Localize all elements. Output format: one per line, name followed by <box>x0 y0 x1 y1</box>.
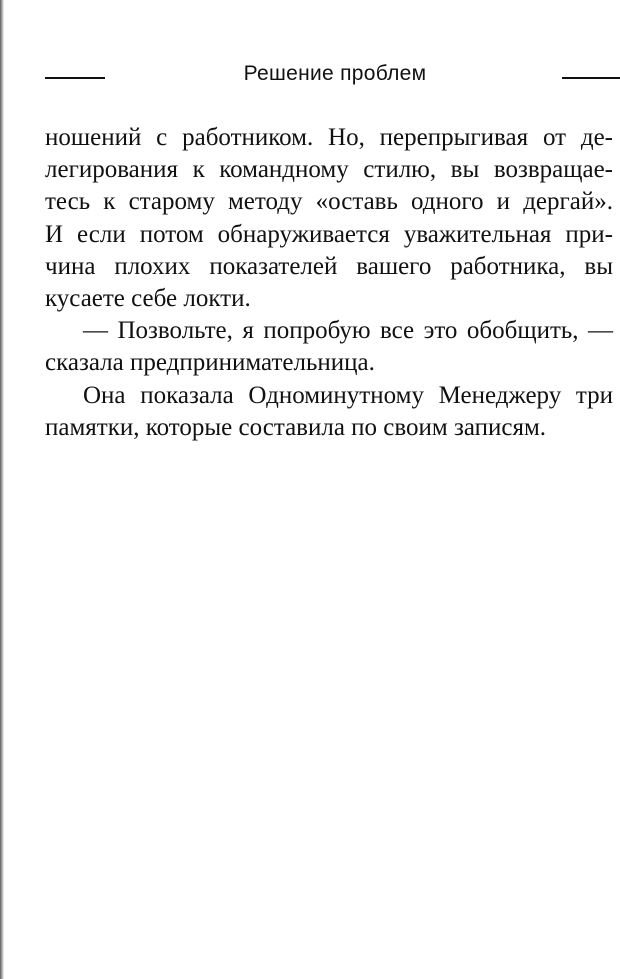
text-line: тесь к старому методу «оставь одного и дергай». <box>45 188 613 216</box>
scan-edge <box>0 0 4 979</box>
body-text <box>45 122 613 444</box>
text-line: — Позвольте, я попробую все это обобщить, — <box>83 317 613 345</box>
running-head-title: Решение проблем <box>243 62 427 85</box>
text-line: чина плохих показателей вашего работника, вы <box>45 252 613 280</box>
text-line: памятки, которые составила по своим записям. <box>45 413 547 441</box>
text-line: Она показала Одноминутному Менеджеру три <box>83 381 613 409</box>
text-line: И если потом обнаруживается уважительная при- <box>45 220 613 248</box>
text-line: легирования к командному стилю, вы возвращае- <box>45 156 613 184</box>
text-line: кусаете себе локти. <box>45 285 251 313</box>
running-head <box>0 62 620 92</box>
text-line: сказала предпринимательница. <box>45 349 375 377</box>
text-line: ношений с работником. Но, перепрыгивая от де- <box>45 124 613 151</box>
header-rule-right <box>562 77 620 79</box>
